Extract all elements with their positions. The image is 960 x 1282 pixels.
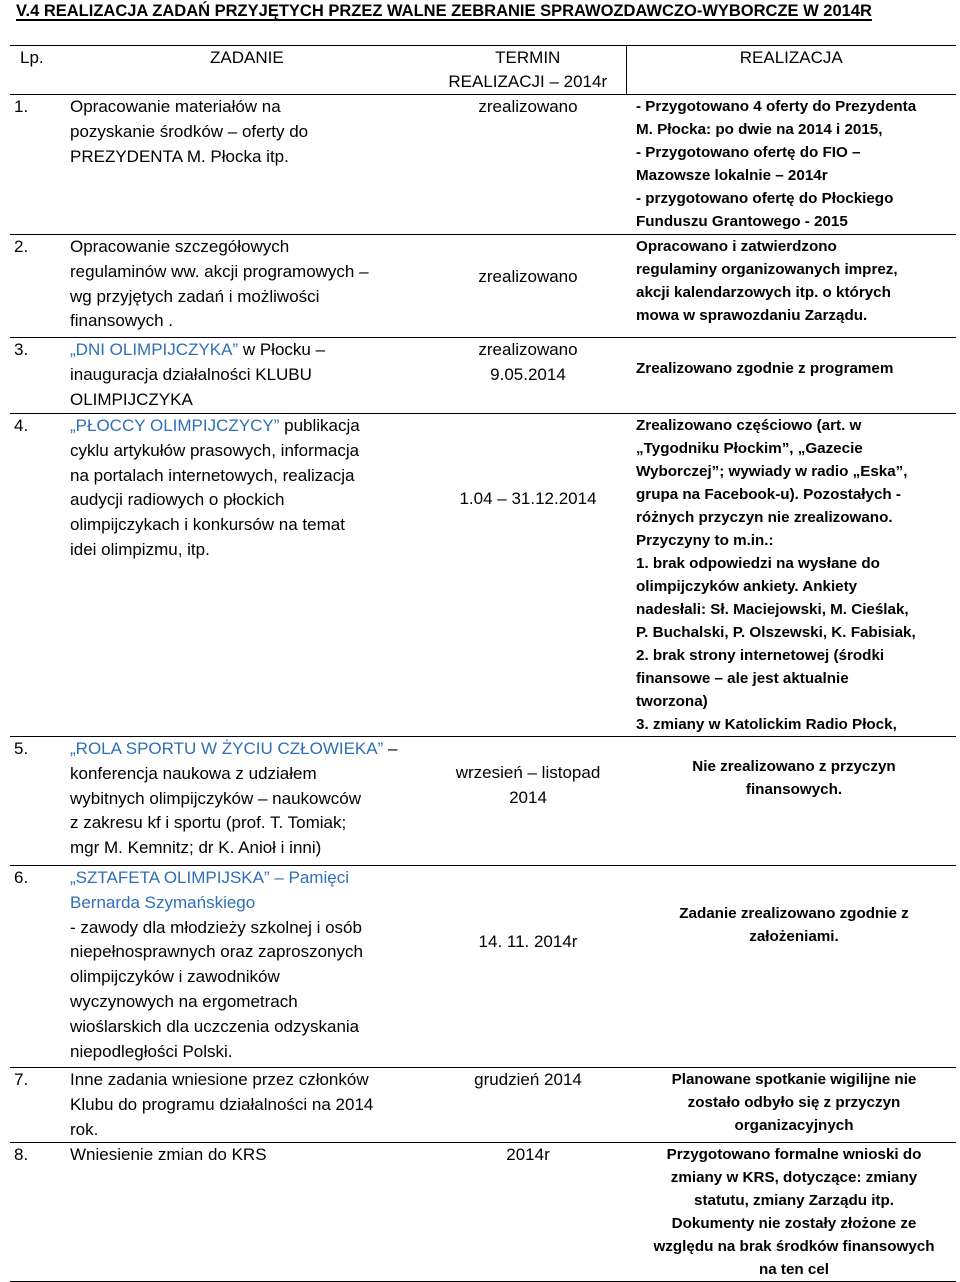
row-task: „DNI OLIMPIJCZYKA” w Płocku – inauguracja działalności KLUBU OLIMPIJCZYKA: [70, 338, 430, 414]
row-task: Inne zadania wniesione przez członków Klubu do programu działalności na 2014 rok.: [70, 1068, 430, 1143]
table-row: [10, 414, 956, 737]
task-highlight: „SZTAFETA OLIMPIJSKA” – Pamięci: [70, 868, 349, 887]
row-lp: 6.: [10, 866, 70, 1068]
row-lp: 3.: [10, 338, 70, 414]
row-realization: Nie zrealizowano z przyczyn finansowych.: [626, 737, 956, 866]
table-row: [10, 338, 956, 414]
report-table: [10, 45, 956, 1282]
row-lp: 5.: [10, 737, 70, 866]
row-task: „ROLA SPORTU W ŻYCIU CZŁOWIEKA” – konferencja naukowa z udziałem wybitnych olimpijczyków – naukowców z zakresu kf i sportu (prof. T. Tomiak; mgr M. Kemnitz; dr K. Anioł i inni): [70, 737, 430, 866]
row-realization: Zrealizowano częściowo (art. w „Tygodniku Płockim”, „Gazecie Wyborczej”; wywiady w radio „Eska”, grupa na Facebook-u). Pozostałych - różnych przyczyn nie zrealizowano. Przyczyny to m.in.: 1. brak odpowiedzi na wysłane do olimpijczyków ankiety. Ankiety nadesłali: Sł. Maciejowski, M. Cieślak, P. Buchalski, P. Olszewski, K. Fabisiak, 2. brak strony internetowej (środki finansowe – ale jest aktualnie tworzona) 3. zmiany w Katolickim Radio Płock,: [626, 414, 956, 737]
row-lp: 2.: [10, 235, 70, 338]
table-row: [10, 95, 956, 235]
row-lp: 4.: [10, 414, 70, 737]
header-term: [430, 46, 626, 95]
header-lp: Lp.: [10, 46, 70, 95]
row-realization: Zrealizowano zgodnie z programem: [626, 338, 956, 414]
row-term: zrealizowano: [430, 95, 626, 235]
row-term: zrealizowano 9.05.2014: [430, 338, 626, 414]
row-lp: 8.: [10, 1143, 70, 1282]
row-term: wrzesień – listopad 2014: [430, 737, 626, 866]
row-realization: Opracowano i zatwierdzono regulaminy organizowanych imprez, akcji kalendarzowych itp. o których mowa w sprawozdaniu Zarządu.: [626, 235, 956, 338]
row-realization: Planowane spotkanie wigilijne nie zostało odbyło się z przyczyn organizacyjnych: [626, 1068, 956, 1143]
row-realization: Zadanie zrealizowano zgodnie z założeniami.: [626, 866, 956, 1068]
table-row: [10, 866, 956, 1068]
row-term: 14. 11. 2014r: [430, 866, 626, 1068]
row-task: „SZTAFETA OLIMPIJSKA” – Pamięci Bernarda Szymańskiego - zawody dla młodzieży szkolnej i osób niepełnosprawnych oraz zaproszonych olimpijczyków i zawodników wyczynowych na ergometrach wioślarskich dla uczczenia odzyskania niepodległości Polski.: [70, 866, 430, 1068]
row-lp: 1.: [10, 95, 70, 235]
row-term: 1.04 – 31.12.2014: [430, 414, 626, 737]
row-realization: - Przygotowano 4 oferty do Prezydenta M. Płocka: po dwie na 2014 i 2015, - Przygotowano ofertę do FIO – Mazowsze lokalnie – 2014r - przygotowano ofertę do Płockiego Funduszu Grantowego - 2015: [626, 95, 956, 235]
table-row: [10, 737, 956, 866]
row-task: Wniesienie zmian do KRS: [70, 1143, 430, 1282]
row-term: zrealizowano: [430, 235, 626, 338]
row-lp: 7.: [10, 1068, 70, 1143]
table-row: [10, 235, 956, 338]
row-task: Opracowanie materiałów na pozyskanie środków – oferty do PREZYDENTA M. Płocka itp.: [70, 95, 430, 235]
row-task: Opracowanie szczegółowych regulaminów ww. akcji programowych – wg przyjętych zadań i możliwości finansowych .: [70, 235, 430, 338]
task-highlight: „ROLA SPORTU W ŻYCIU CZŁOWIEKA”: [70, 739, 384, 758]
row-term: grudzień 2014: [430, 1068, 626, 1143]
header-term-line1: TERMIN: [495, 48, 561, 67]
row-task: „PŁOCCY OLIMPIJCZYCY” publikacja cyklu artykułów prasowych, informacja na portalach internetowych, realizacja audycji radiowych o płockich olimpijczykach i konkursów na temat idei olimpizmu, itp.: [70, 414, 430, 737]
header-task: ZADANIE: [70, 46, 430, 95]
row-realization: Przygotowano formalne wnioski do zmiany w KRS, dotyczące: zmiany statutu, zmiany Zarządu itp. Dokumenty nie zostały złożone ze względu na brak środków finansowych na ten cel: [626, 1143, 956, 1282]
table-row: [10, 1143, 956, 1282]
task-highlight-2: Bernarda Szymańskiego: [70, 892, 256, 912]
header-term-line2: REALIZACJI – 2014r: [448, 72, 608, 91]
page-title: V.4 REALIZACJA ZADAŃ PRZYJĘTYCH PRZEZ WALNE ZEBRANIE SPRAWOZDAWCZO-WYBORCZE W 2014R: [16, 2, 872, 20]
table-row: [10, 1068, 956, 1143]
task-highlight: „PŁOCCY OLIMPIJCZYCY”: [70, 416, 280, 435]
task-highlight: „DNI OLIMPIJCZYKA”: [70, 340, 239, 359]
header-realization: REALIZACJA: [626, 46, 956, 95]
row-term: 2014r: [430, 1143, 626, 1282]
header-row: [10, 46, 956, 95]
